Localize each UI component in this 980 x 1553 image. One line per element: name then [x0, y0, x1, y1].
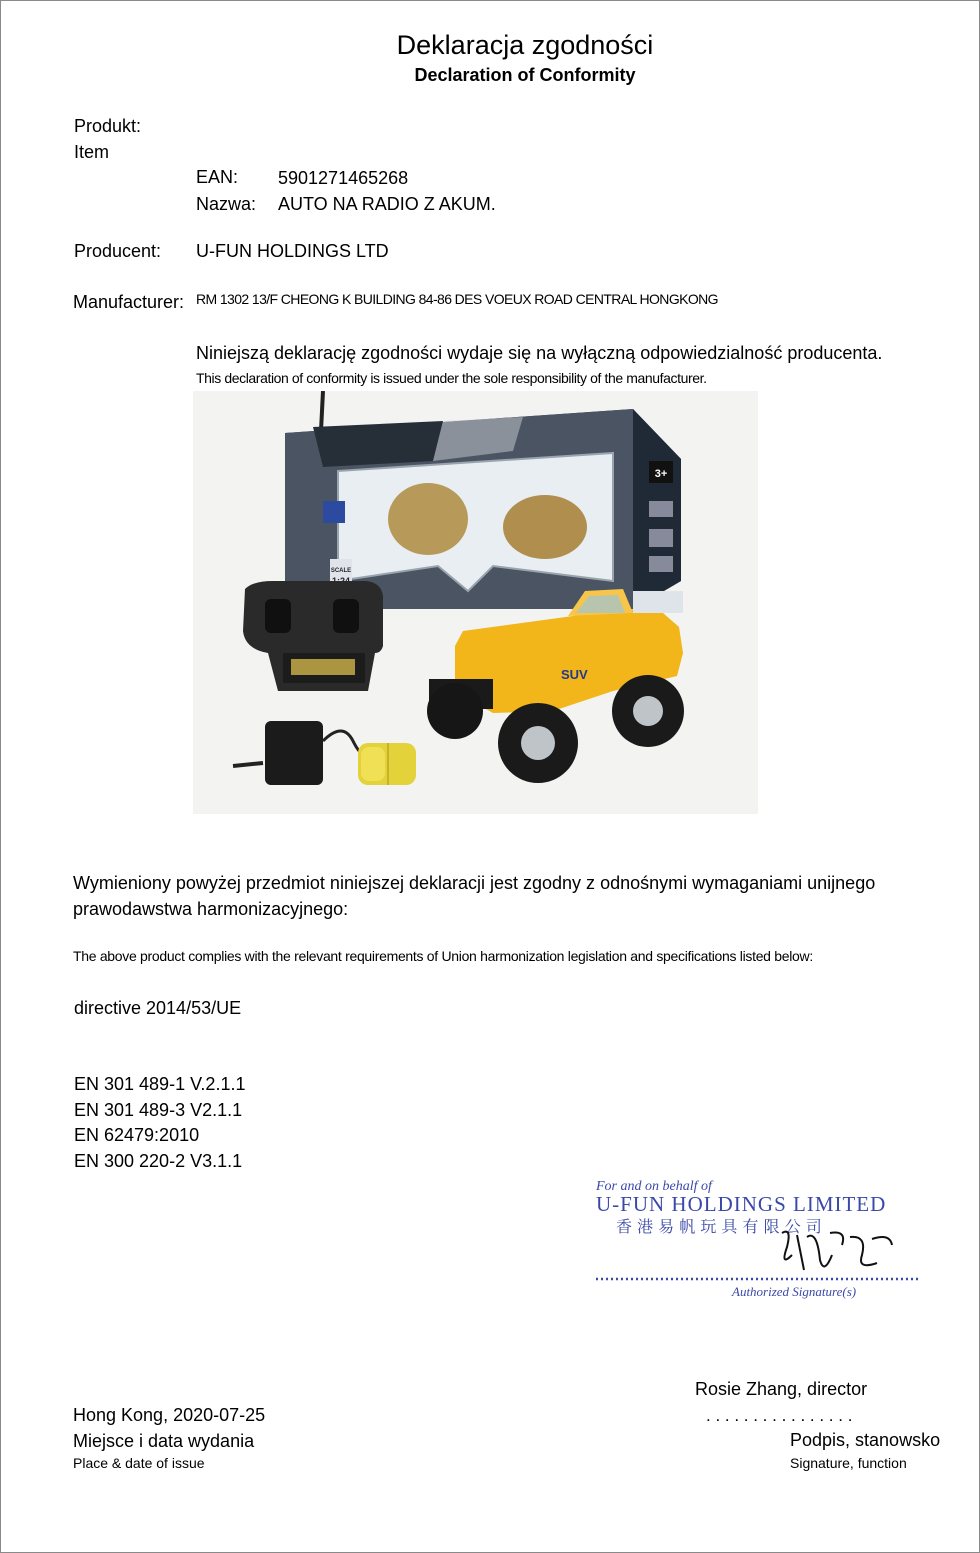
signature-label-en: Signature, function [790, 1455, 907, 1471]
standard-item: EN 300 220-2 V3.1.1 [74, 1151, 243, 1171]
box-scale-label: SCALE [330, 568, 352, 574]
manufacturer-address: RM 1302 13/F CHEONG K BUILDING 84-86 DES VOEUX ROAD CENTRAL HONGKONG [196, 291, 718, 307]
stamp-line1: For and on behalf of [596, 1179, 712, 1194]
responsibility-pl: Niniejszą deklarację zgodności wydaje się na wyłączną odpowiedzialność producenta. [196, 343, 883, 363]
stamp-company: U-FUN HOLDINGS LIMITED [596, 1192, 887, 1216]
signatory-name: Rosie Zhang, director [695, 1379, 868, 1399]
product-label-pl: Produkt: [74, 116, 142, 136]
place-date-label-en: Place & date of issue [73, 1455, 205, 1471]
product-photo [193, 391, 758, 814]
stamp-chinese: 香 港 易 帆 玩 具 有 限 公 司 [616, 1217, 822, 1236]
ean-value: 5901271465268 [278, 168, 409, 188]
document-title: Deklaracja zgodności [396, 30, 654, 60]
producer-label: Producent: [74, 241, 162, 261]
car-decal: SUV [561, 667, 588, 682]
company-stamp [592, 1175, 932, 1305]
name-value: AUTO NA RADIO Z AKUM. [278, 194, 496, 214]
compliance-pl-line1: Wymieniony powyżej przedmiot niniejszej deklaracji jest zgodny z odnośnymi wymaganiami unijnego [73, 873, 876, 893]
compliance-pl-line2: prawodawstwa harmonizacyjnego: [73, 899, 349, 919]
battery-pack [358, 743, 416, 785]
standard-item: EN 62479:2010 [74, 1125, 200, 1145]
manufacturer-label: Manufacturer: [73, 292, 185, 312]
place-date-value: Hong Kong, 2020-07-25 [73, 1405, 266, 1425]
stamp-authorized: Authorized Signature(s) [732, 1284, 857, 1299]
standard-item: EN 301 489-1 V.2.1.1 [74, 1074, 246, 1094]
box-age-badge: 3+ [654, 468, 668, 480]
directive: directive 2014/53/UE [74, 998, 242, 1018]
name-label: Nazwa: [196, 194, 257, 214]
product-label-en: Item [74, 142, 110, 162]
place-date-label-pl: Miejsce i data wydania [73, 1431, 255, 1451]
responsibility-en: This declaration of conformity is issued under the sole responsibility of the manufacturer. [196, 370, 707, 386]
producer-name: U-FUN HOLDINGS LTD [196, 241, 389, 261]
compliance-en: The above product complies with the relevant requirements of Union harmonization legislation and specifications listed below: [73, 948, 813, 964]
signature-dots: . . . . . . . . . . . . . . . . [706, 1406, 853, 1425]
handwritten-signature [782, 1232, 892, 1270]
document-subtitle: Declaration of Conformity [414, 65, 636, 85]
ean-label: EAN: [196, 167, 239, 187]
product-box [285, 409, 681, 609]
standard-item: EN 301 489-3 V2.1.1 [74, 1100, 243, 1120]
signature-label-pl: Podpis, stanowsko [790, 1430, 941, 1450]
